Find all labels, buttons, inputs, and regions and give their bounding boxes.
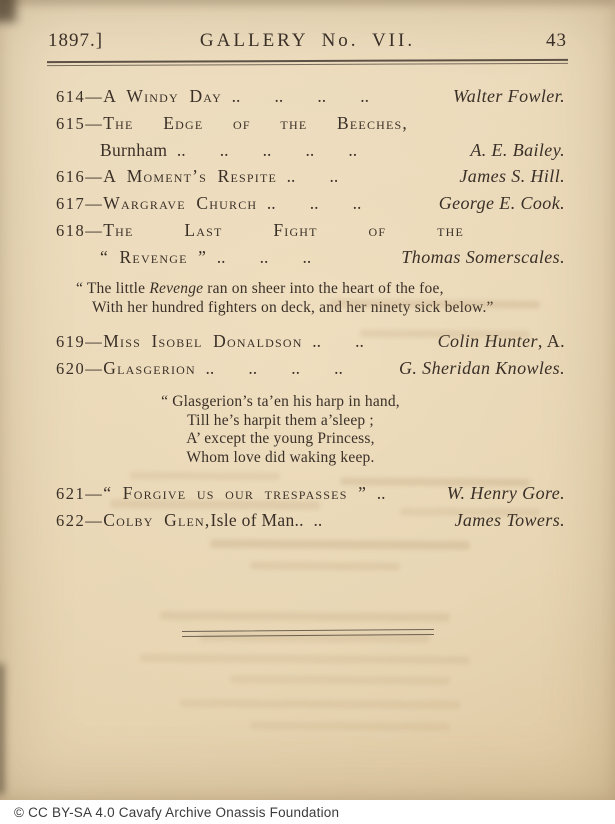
entry-615-cont-line: [56, 137, 565, 163]
entry-620: [56, 355, 565, 382]
entry-number: 621: [56, 484, 86, 503]
entry-number: 618: [56, 221, 86, 240]
dot-leader: ..: [313, 510, 323, 530]
dot-leader: .. ..: [312, 331, 364, 351]
entry-number: 615: [56, 114, 86, 133]
artist-name-italic: Colin Hunter: [437, 331, 538, 351]
artist-name: George E. Cook.: [438, 193, 565, 213]
quote-line: [76, 279, 565, 298]
dash: —: [85, 167, 104, 186]
dash: —: [85, 332, 104, 351]
page-edge-shadow-left: [0, 664, 4, 794]
entry-618-title-line: [56, 217, 464, 244]
entry-title-plain: Isle of Man..: [210, 510, 304, 530]
entry-title: The Edge of the Beeches,: [103, 113, 408, 133]
dash: —: [85, 221, 104, 240]
entry-615-title-line: [56, 110, 408, 137]
artist-name: Thomas Somerscales.: [401, 247, 565, 267]
quote-text: “ The little: [76, 280, 150, 297]
entry-title: Wargrave Church: [103, 193, 258, 213]
artist-suffix: , A.: [537, 331, 565, 351]
quotation-618: [76, 279, 565, 317]
dot-leader: .. .. ..: [266, 193, 362, 213]
running-header: [0, 0, 615, 52]
dash: —: [85, 87, 104, 106]
entry-title: “ Forgive us our trespasses ”: [103, 483, 368, 503]
artist-name: James Towers.: [454, 510, 565, 530]
entry-619: [56, 328, 565, 355]
entry-title: Miss Isobel Donaldson: [103, 331, 303, 351]
dot-leader: .. ..: [286, 166, 339, 186]
entry-616: [56, 163, 565, 190]
dot-leader: .. .. ..: [216, 247, 312, 267]
header-year: 1897.]: [48, 30, 104, 51]
license-bar: [0, 800, 615, 824]
entry-number: 622: [56, 511, 86, 530]
dot-leader: ..: [376, 483, 386, 503]
dash: —: [85, 359, 104, 378]
entry-number: 620: [56, 359, 86, 378]
artist-name: James S. Hill.: [459, 166, 565, 186]
dot-leader: .. .. .. .. ..: [176, 140, 358, 160]
dash: —: [85, 194, 104, 213]
entry-number: 616: [56, 167, 86, 186]
entry-number: 617: [56, 194, 86, 213]
section-divider-rule: [181, 629, 433, 637]
entry-617: [56, 190, 565, 217]
quote-line: “ Glasgerion’s ta’en his harp in hand,: [161, 393, 400, 410]
entry-number: 619: [56, 332, 86, 351]
quotation-620: [56, 393, 505, 467]
artist-name: Walter Fowler.: [453, 86, 565, 106]
artist-name: W. Henry Gore.: [446, 483, 565, 503]
entry-title: Glasgerion: [103, 358, 196, 378]
entry-title: A Moment’s Respite: [103, 166, 278, 186]
dash: —: [85, 114, 104, 133]
entry-title-continuation: Burnham: [100, 140, 168, 160]
catalogue-entries: [0, 65, 615, 534]
entry-title: Colby Glen,: [103, 510, 211, 530]
page-corner-shadow: [0, 0, 16, 22]
quote-line: Till he’s harpit them a’sleep ;: [187, 411, 374, 429]
dot-leader: .. .. .. ..: [205, 358, 343, 378]
dot-leader: .. .. .. ..: [231, 86, 369, 106]
entry-622: [56, 507, 565, 534]
entry-number: 614: [56, 87, 86, 106]
header-page-number: 43: [546, 30, 567, 51]
entry-title: A Windy Day: [103, 86, 222, 106]
entry-621: [56, 480, 565, 507]
artist-name: G. Sheridan Knowles.: [398, 358, 565, 378]
artist-name: [438, 328, 565, 354]
quote-ship-name: Revenge: [149, 280, 204, 297]
entry-618-cont-line: [56, 244, 565, 270]
dash: —: [85, 511, 104, 530]
quote-line: Whom love did waking keep.: [186, 448, 375, 466]
license-text: © CC BY-SA 4.0 Cavafy Archive Onassis Foundation: [14, 804, 340, 820]
entry-614: [56, 83, 565, 110]
dash: —: [85, 484, 104, 503]
quote-line: With her hundred fighters on deck, and her ninety sick below.”: [92, 299, 494, 316]
entry-title-continuation: “ Revenge ”: [100, 247, 208, 267]
header-gallery-title: GALLERY No. VII.: [199, 30, 416, 51]
quote-text: ran on sheer into the heart of the foe,: [203, 280, 444, 297]
entry-title: The Last Fight of the: [103, 220, 464, 240]
artist-name: A. E. Bailey.: [470, 140, 565, 160]
page-edge-shadow-top: [0, 0, 615, 3]
quote-line: A’ except the young Princess,: [186, 430, 375, 447]
